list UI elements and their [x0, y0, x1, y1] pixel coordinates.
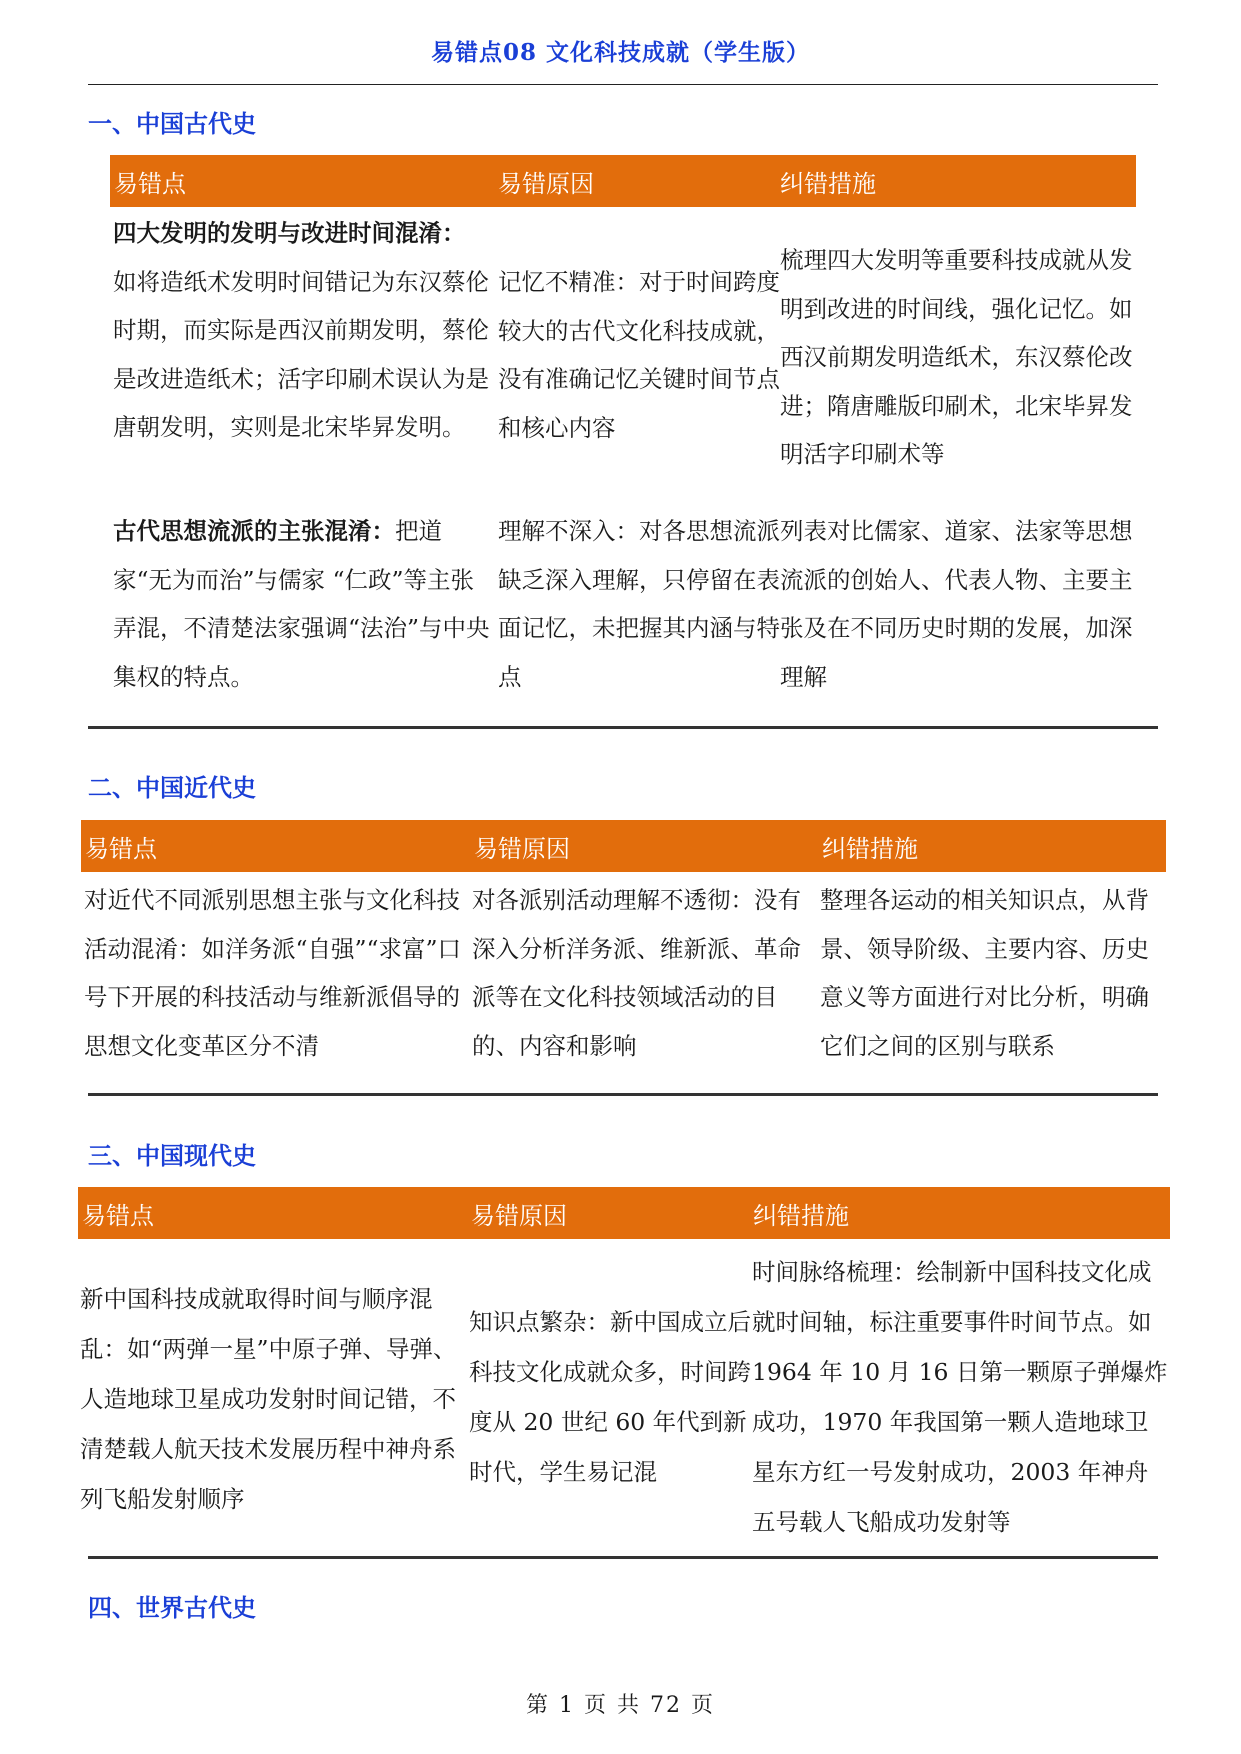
section-divider: [88, 1556, 1158, 1559]
column-header-correction: 纠错措施: [780, 169, 876, 198]
column-header-error-point: 易错点: [82, 1201, 154, 1230]
table-row-point-cell: 对近代不同派别思想主张与文化科技活动混淆：如洋务派“自强”“求富”口号下开展的科技活动与维新派倡导的思想文化变革区分不清: [84, 886, 462, 1060]
table-row-point-cell: 新中国科技成就取得时间与顺序混乱：如“两弹一星”中原子弹、导弹、人造地球卫星成功发射时间记错，不清楚载人航天技术发展历程中神舟系列飞船发射顺序: [80, 1285, 457, 1513]
point-heading: 四大发明的发明与改进时间混淆：: [113, 219, 466, 247]
header-divider: [88, 84, 1158, 85]
section-divider: [88, 1093, 1158, 1096]
table-row-measure-cell: 时间脉络梳理：绘制新中国科技文化成就时间轴，标注重要事件时间节点。如 1964 年 10 月 16 日第一颗原子弹爆炸成功，1970 年我国第一颗人造地球卫星东方红一号发射成功，2003 年神舟五号载人飞船成功发射等: [752, 1258, 1168, 1536]
table-row-point-cell: [113, 209, 493, 452]
table-header-row: [81, 820, 1166, 872]
table-header-row: [78, 1187, 1170, 1239]
column-header-correction: 纠错措施: [822, 834, 918, 863]
point-heading: 古代思想流派的主张混淆：: [113, 517, 395, 545]
column-header-error-reason: 易错原因: [474, 834, 570, 863]
section-title-ancient-world: 四、世界古代史: [88, 1594, 256, 1622]
table-row-point-cell: [113, 507, 493, 701]
table-row-reason-cell: 对各派别活动理解不透彻：没有深入分析洋务派、维新派、革命派等在文化科技领域活动的目的、内容和影响: [472, 886, 801, 1060]
table-row-measure-cell: 梳理四大发明等重要科技成就从发明到改进的时间线，强化记忆。如西汉前期发明造纸术，东汉蔡伦改进；隋唐雕版印刷术，北宋毕昇发明活字印刷术等: [780, 246, 1133, 468]
section-title-modern-china: 二、中国近代史: [88, 774, 256, 802]
page-number: 第 1 页 共 72 页: [526, 1693, 715, 1718]
section-title-contemporary-china: 三、中国现代史: [88, 1142, 256, 1170]
table-row-reason-cell: 理解不深入：对各思想流派缺乏深入理解，只停留在表面记忆，未把握其内涵与特点: [498, 517, 780, 691]
table-row-measure-cell: 列表对比儒家、道家、法家等思想流派的创始人、代表人物、主要主张及在不同历史时期的发展，加深理解: [780, 517, 1133, 691]
table-ancient-china: [110, 155, 1136, 707]
point-text: 如将造纸术发明时间错记为东汉蔡伦时期，而实际是西汉前期发明，蔡伦是改进造纸术；活字印刷术误认为是唐朝发明，实则是北宋毕昇发明。: [113, 267, 489, 441]
column-header-error-reason: 易错原因: [498, 169, 594, 198]
table-row-reason-cell: 记忆不精准：对于时间跨度较大的古代文化科技成就，没有准确记忆关键时间节点和核心内容: [498, 268, 780, 442]
table-row-measure-cell: 整理各运动的相关知识点，从背景、领导阶级、主要内容、历史意义等方面进行对比分析，明确它们之间的区别与联系: [820, 886, 1149, 1060]
table-modern-china: [81, 820, 1166, 1082]
column-header-error-reason: 易错原因: [471, 1201, 567, 1230]
table-contemporary-china: [78, 1187, 1170, 1559]
section-divider: [88, 726, 1158, 729]
column-header-correction: 纠错措施: [753, 1201, 849, 1230]
column-header-error-point: 易错点: [114, 169, 186, 198]
section-title-ancient-china: 一、中国古代史: [88, 110, 256, 138]
point-text: 把道家“无为而治”与儒家 “仁政”等主张弄混，不清楚法家强调“法治”与中央集权的特点。: [113, 517, 490, 691]
table-row-reason-cell: 知识点繁杂：新中国成立后科技文化成就众多，时间跨度从 20 世纪 60 年代到新时代，学生易记混: [469, 1308, 751, 1486]
table-header-row: [110, 155, 1136, 207]
column-header-error-point: 易错点: [85, 834, 157, 863]
page-header-title: 易错点08 文化科技成就（学生版）: [430, 39, 810, 66]
